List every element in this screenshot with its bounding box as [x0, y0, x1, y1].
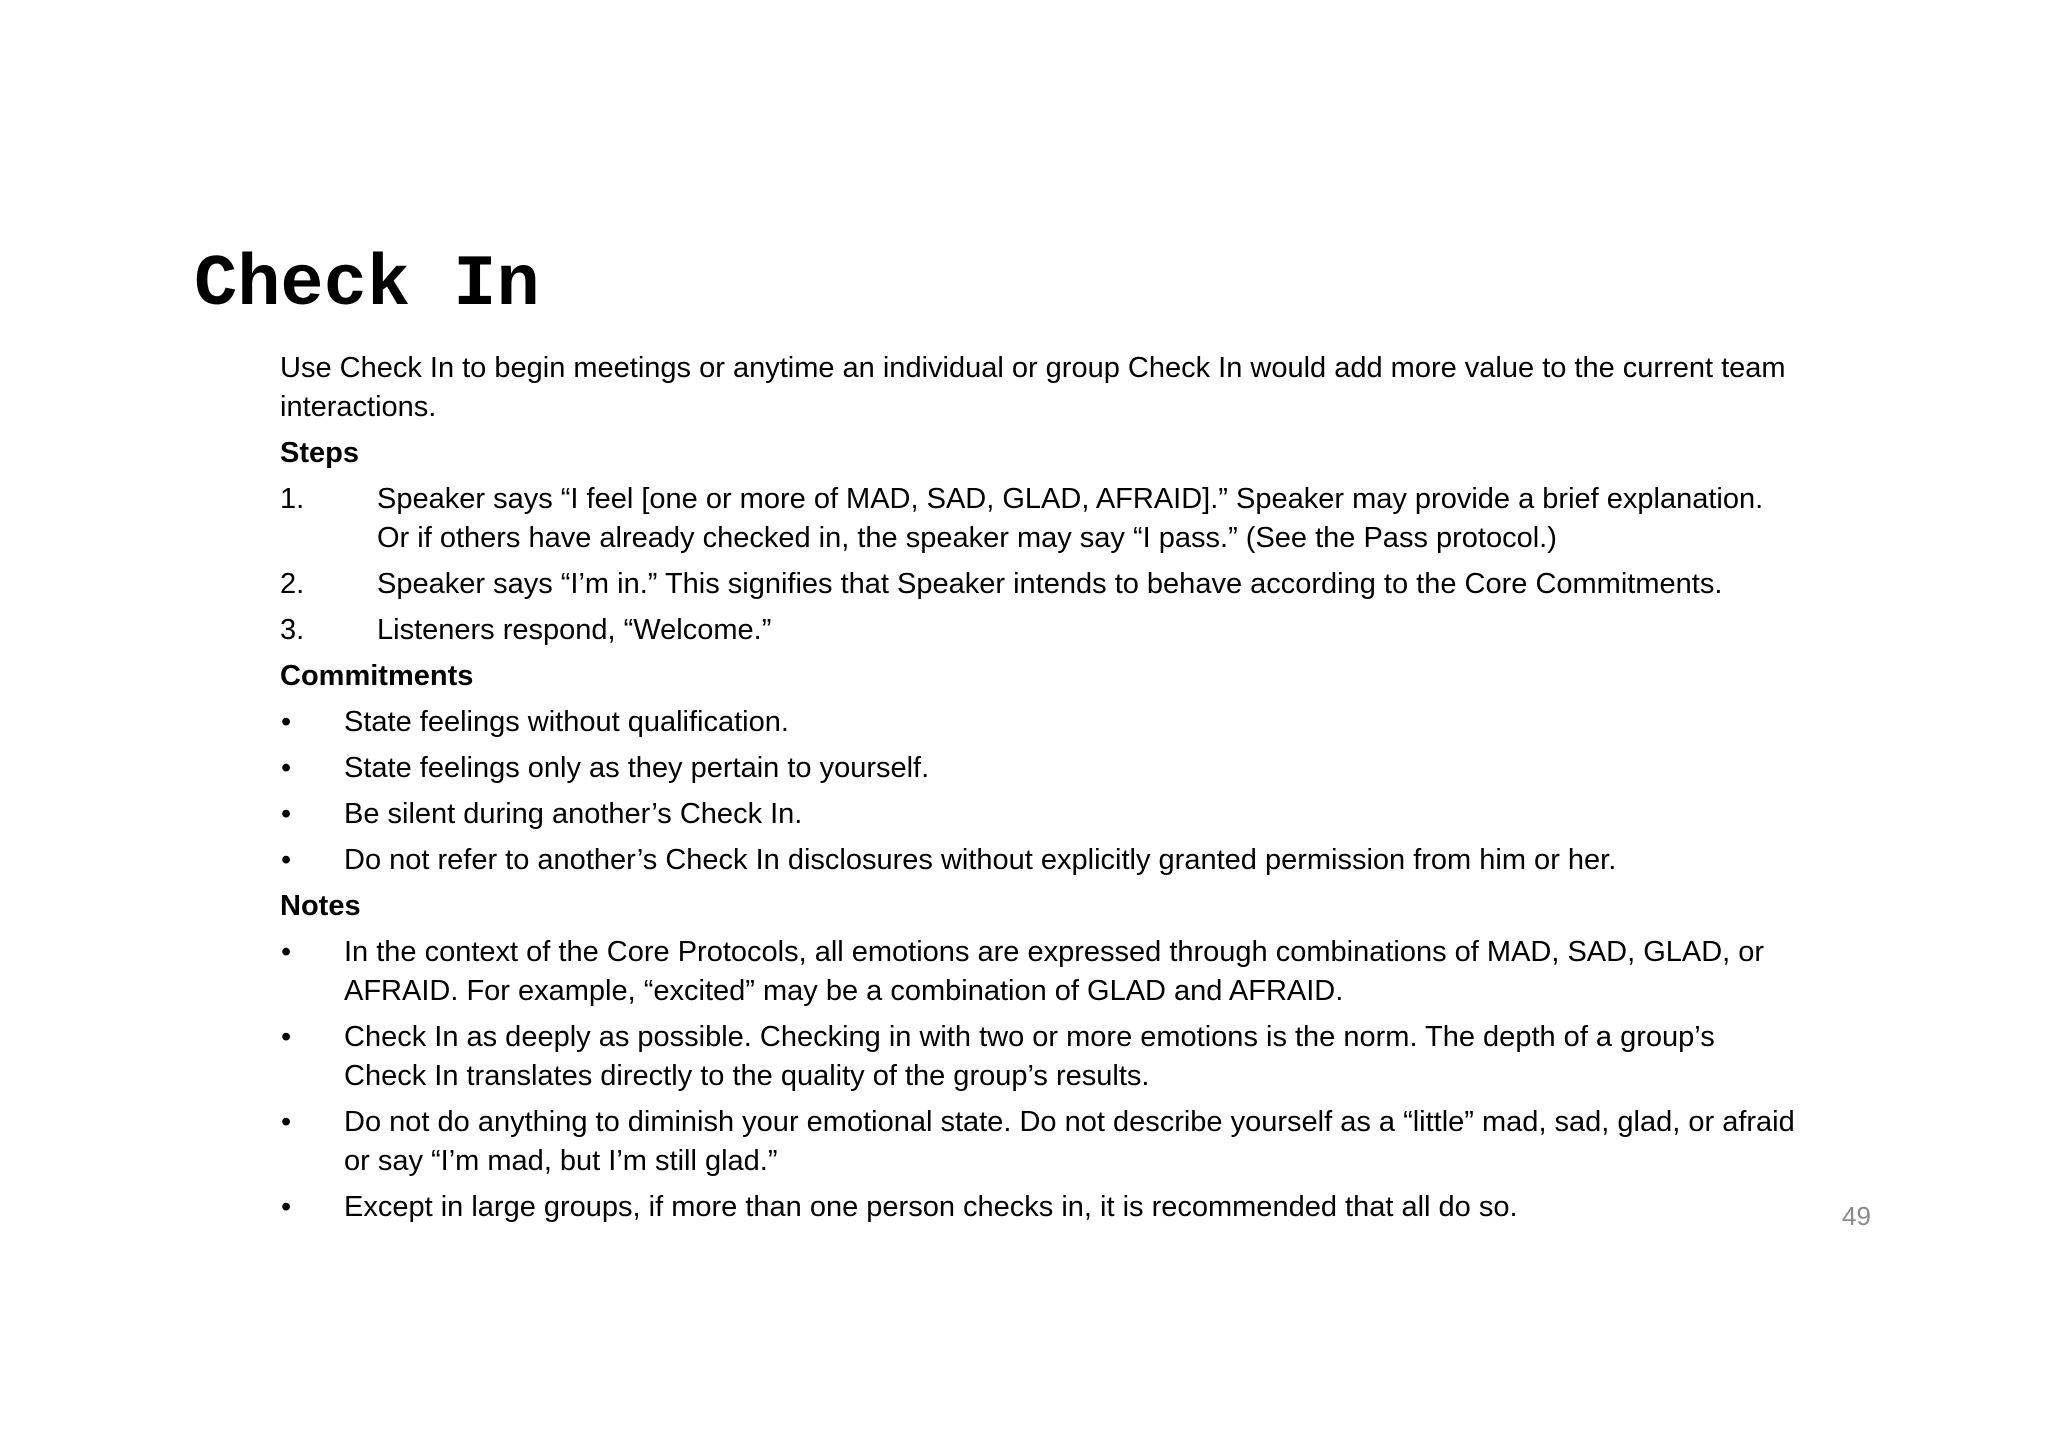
note-item [280, 933, 1800, 1011]
intro-paragraph: Use Check In to begin meetings or anytime an individual or group Check In would add more value to the current team interactions. [280, 352, 1786, 423]
bullet-icon: • [281, 1021, 292, 1053]
bullet-icon: • [281, 1106, 292, 1138]
step-number: 2. [280, 568, 305, 600]
commitments-heading: Commitments [280, 660, 474, 692]
commitment-item [280, 795, 1800, 834]
commitments-list [280, 703, 1800, 880]
commitment-text: Do not refer to another’s Check In disclosures without explicitly granted permission from him or her. [344, 844, 1617, 876]
step-number: 1. [280, 483, 305, 515]
step-text: Speaker says “I’m in.” This signifies that Speaker intends to behave according to the Core Commitments. [377, 568, 1723, 600]
step-item [280, 480, 1800, 558]
page-number: 49 [1842, 1201, 1871, 1231]
commitment-item [280, 841, 1800, 880]
commitment-item [280, 703, 1800, 742]
commitment-text: State feelings only as they pertain to yourself. [344, 752, 930, 784]
bullet-icon: • [281, 936, 292, 968]
bullet-icon: • [281, 706, 292, 738]
bullet-icon: • [281, 752, 292, 784]
page-title: Check In [194, 244, 540, 326]
note-text: In the context of the Core Protocols, all emotions are expressed through combinations of MAD, SAD, GLAD, or AFRAID. For example, “excited” may be a combination of GLAD and AFRAID. [344, 936, 1765, 1007]
note-text: Do not do anything to diminish your emotional state. Do not describe yourself as a “little” mad, sad, glad, or afraid or say “I’m mad, but I’m still glad.” [344, 1106, 1795, 1177]
bullet-icon: • [281, 1191, 292, 1223]
commitment-text: Be silent during another’s Check In. [344, 798, 803, 830]
step-text: Listeners respond, “Welcome.” [377, 614, 772, 646]
note-item [280, 1188, 1800, 1227]
notes-list [280, 933, 1800, 1227]
bullet-icon: • [281, 798, 292, 830]
commitment-text: State feelings without qualification. [344, 706, 789, 738]
step-text: Speaker says “I feel [one or more of MAD, SAD, GLAD, AFRAID].” Speaker may provide a brief explanation. Or if others have already checked in, the speaker may say “I pass.” (See the Pass protocol.) [377, 483, 1764, 554]
note-text: Check In as deeply as possible. Checking in with two or more emotions is the norm. The depth of a group’s Check In translates directly to the quality of the group’s results. [344, 1021, 1715, 1092]
slide-content [280, 349, 1800, 1234]
step-item [280, 565, 1800, 604]
note-item [280, 1103, 1800, 1181]
notes-heading: Notes [280, 890, 361, 922]
note-item [280, 1018, 1800, 1096]
steps-heading: Steps [280, 437, 359, 469]
bullet-icon: • [281, 844, 292, 876]
steps-list [280, 480, 1800, 650]
commitment-item [280, 749, 1800, 788]
step-item [280, 611, 1800, 650]
step-number: 3. [280, 614, 305, 646]
note-text: Except in large groups, if more than one person checks in, it is recommended that all do so. [344, 1191, 1518, 1223]
